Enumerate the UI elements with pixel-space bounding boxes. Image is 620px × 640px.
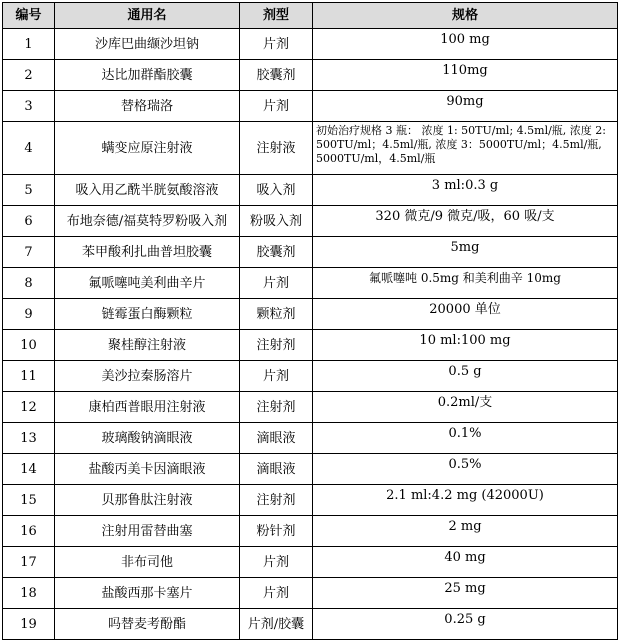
cell-no: 12 bbox=[3, 392, 55, 423]
header-name: 通用名 bbox=[55, 3, 240, 29]
cell-form: 注射剂 bbox=[240, 330, 313, 361]
cell-name: 达比加群酯胶囊 bbox=[55, 60, 240, 91]
cell-name: 康柏西普眼用注射液 bbox=[55, 392, 240, 423]
cell-name: 吗替麦考酚酯 bbox=[55, 609, 240, 640]
table-row bbox=[3, 29, 618, 60]
cell-form: 片剂 bbox=[240, 361, 313, 392]
cell-form: 片剂 bbox=[240, 29, 313, 60]
cell-form: 片剂 bbox=[240, 91, 313, 122]
cell-name: 聚桂醇注射液 bbox=[55, 330, 240, 361]
cell-spec: 氟哌噻吨 0.5mg 和美利曲辛 10mg bbox=[313, 268, 618, 299]
header-row bbox=[3, 3, 618, 29]
table-row bbox=[3, 330, 618, 361]
cell-name: 美沙拉秦肠溶片 bbox=[55, 361, 240, 392]
cell-spec: 20000 单位 bbox=[313, 299, 618, 330]
cell-form: 注射剂 bbox=[240, 485, 313, 516]
cell-spec: 0.5 g bbox=[313, 361, 618, 392]
cell-spec: 40 mg bbox=[313, 547, 618, 578]
cell-no: 2 bbox=[3, 60, 55, 91]
cell-spec: 2 mg bbox=[313, 516, 618, 547]
table-row bbox=[3, 268, 618, 299]
table-row bbox=[3, 175, 618, 206]
cell-name: 玻璃酸钠滴眼液 bbox=[55, 423, 240, 454]
cell-form: 片剂 bbox=[240, 547, 313, 578]
cell-no: 10 bbox=[3, 330, 55, 361]
cell-spec: 25 mg bbox=[313, 578, 618, 609]
cell-form: 注射液 bbox=[240, 122, 313, 175]
cell-spec: 0.25 g bbox=[313, 609, 618, 640]
cell-form: 片剂 bbox=[240, 268, 313, 299]
cell-spec: 100 mg bbox=[313, 29, 618, 60]
cell-form: 滴眼液 bbox=[240, 423, 313, 454]
cell-spec: 初始治疗规格 3 瓶： 浓度 1: 50TU/ml; 4.5ml/瓶, 浓度 2: 500TU/ml；4.5ml/瓶, 浓度 3：5000TU/ml；4.5ml/瓶, 5000TU/ml，4.5ml/瓶 bbox=[313, 122, 618, 175]
cell-spec: 3 ml:0.3 g bbox=[313, 175, 618, 206]
cell-name: 替格瑞洛 bbox=[55, 91, 240, 122]
table-row bbox=[3, 516, 618, 547]
cell-form: 滴眼液 bbox=[240, 454, 313, 485]
drug-table bbox=[2, 2, 618, 640]
table-row bbox=[3, 578, 618, 609]
cell-no: 9 bbox=[3, 299, 55, 330]
cell-no: 13 bbox=[3, 423, 55, 454]
cell-no: 5 bbox=[3, 175, 55, 206]
table-row bbox=[3, 122, 618, 175]
header-form: 剂型 bbox=[240, 3, 313, 29]
cell-name: 布地奈德/福莫特罗粉吸入剂 bbox=[55, 206, 240, 237]
cell-spec: 5mg bbox=[313, 237, 618, 268]
cell-no: 6 bbox=[3, 206, 55, 237]
table-row bbox=[3, 237, 618, 268]
table-row bbox=[3, 485, 618, 516]
cell-form: 粉吸入剂 bbox=[240, 206, 313, 237]
cell-name: 氟哌噻吨美利曲辛片 bbox=[55, 268, 240, 299]
cell-no: 3 bbox=[3, 91, 55, 122]
cell-spec: 0.2ml/支 bbox=[313, 392, 618, 423]
cell-name: 注射用雷替曲塞 bbox=[55, 516, 240, 547]
cell-form: 胶囊剂 bbox=[240, 237, 313, 268]
cell-spec: 0.5% bbox=[313, 454, 618, 485]
cell-spec: 110mg bbox=[313, 60, 618, 91]
table-row bbox=[3, 361, 618, 392]
cell-spec: 10 ml:100 mg bbox=[313, 330, 618, 361]
table-row bbox=[3, 392, 618, 423]
cell-no: 19 bbox=[3, 609, 55, 640]
cell-spec: 320 微克/9 微克/吸，60 吸/支 bbox=[313, 206, 618, 237]
cell-no: 18 bbox=[3, 578, 55, 609]
table-row bbox=[3, 547, 618, 578]
cell-no: 7 bbox=[3, 237, 55, 268]
cell-form: 胶囊剂 bbox=[240, 60, 313, 91]
cell-form: 片剂/胶囊 bbox=[240, 609, 313, 640]
table-row bbox=[3, 299, 618, 330]
table-row bbox=[3, 454, 618, 485]
cell-spec: 0.1% bbox=[313, 423, 618, 454]
header-spec: 规格 bbox=[313, 3, 618, 29]
cell-name: 贝那鲁肽注射液 bbox=[55, 485, 240, 516]
cell-no: 15 bbox=[3, 485, 55, 516]
cell-form: 颗粒剂 bbox=[240, 299, 313, 330]
cell-spec: 2.1 ml:4.2 mg (42000U) bbox=[313, 485, 618, 516]
cell-form: 注射剂 bbox=[240, 392, 313, 423]
table-row bbox=[3, 609, 618, 640]
cell-name: 链霉蛋白酶颗粒 bbox=[55, 299, 240, 330]
table-row bbox=[3, 206, 618, 237]
cell-form: 吸入剂 bbox=[240, 175, 313, 206]
table-row bbox=[3, 423, 618, 454]
header-no: 编号 bbox=[3, 3, 55, 29]
table-row bbox=[3, 60, 618, 91]
cell-no: 16 bbox=[3, 516, 55, 547]
cell-name: 非布司他 bbox=[55, 547, 240, 578]
cell-form: 片剂 bbox=[240, 578, 313, 609]
cell-name: 螨变应原注射液 bbox=[55, 122, 240, 175]
cell-no: 8 bbox=[3, 268, 55, 299]
cell-form: 粉针剂 bbox=[240, 516, 313, 547]
cell-name: 盐酸西那卡塞片 bbox=[55, 578, 240, 609]
cell-no: 4 bbox=[3, 122, 55, 175]
cell-spec: 90mg bbox=[313, 91, 618, 122]
cell-name: 盐酸丙美卡因滴眼液 bbox=[55, 454, 240, 485]
cell-name: 苯甲酸利扎曲普坦胶囊 bbox=[55, 237, 240, 268]
cell-name: 沙库巴曲缬沙坦钠 bbox=[55, 29, 240, 60]
cell-no: 11 bbox=[3, 361, 55, 392]
cell-no: 1 bbox=[3, 29, 55, 60]
cell-no: 14 bbox=[3, 454, 55, 485]
table-row bbox=[3, 91, 618, 122]
cell-name: 吸入用乙酰半胱氨酸溶液 bbox=[55, 175, 240, 206]
cell-no: 17 bbox=[3, 547, 55, 578]
